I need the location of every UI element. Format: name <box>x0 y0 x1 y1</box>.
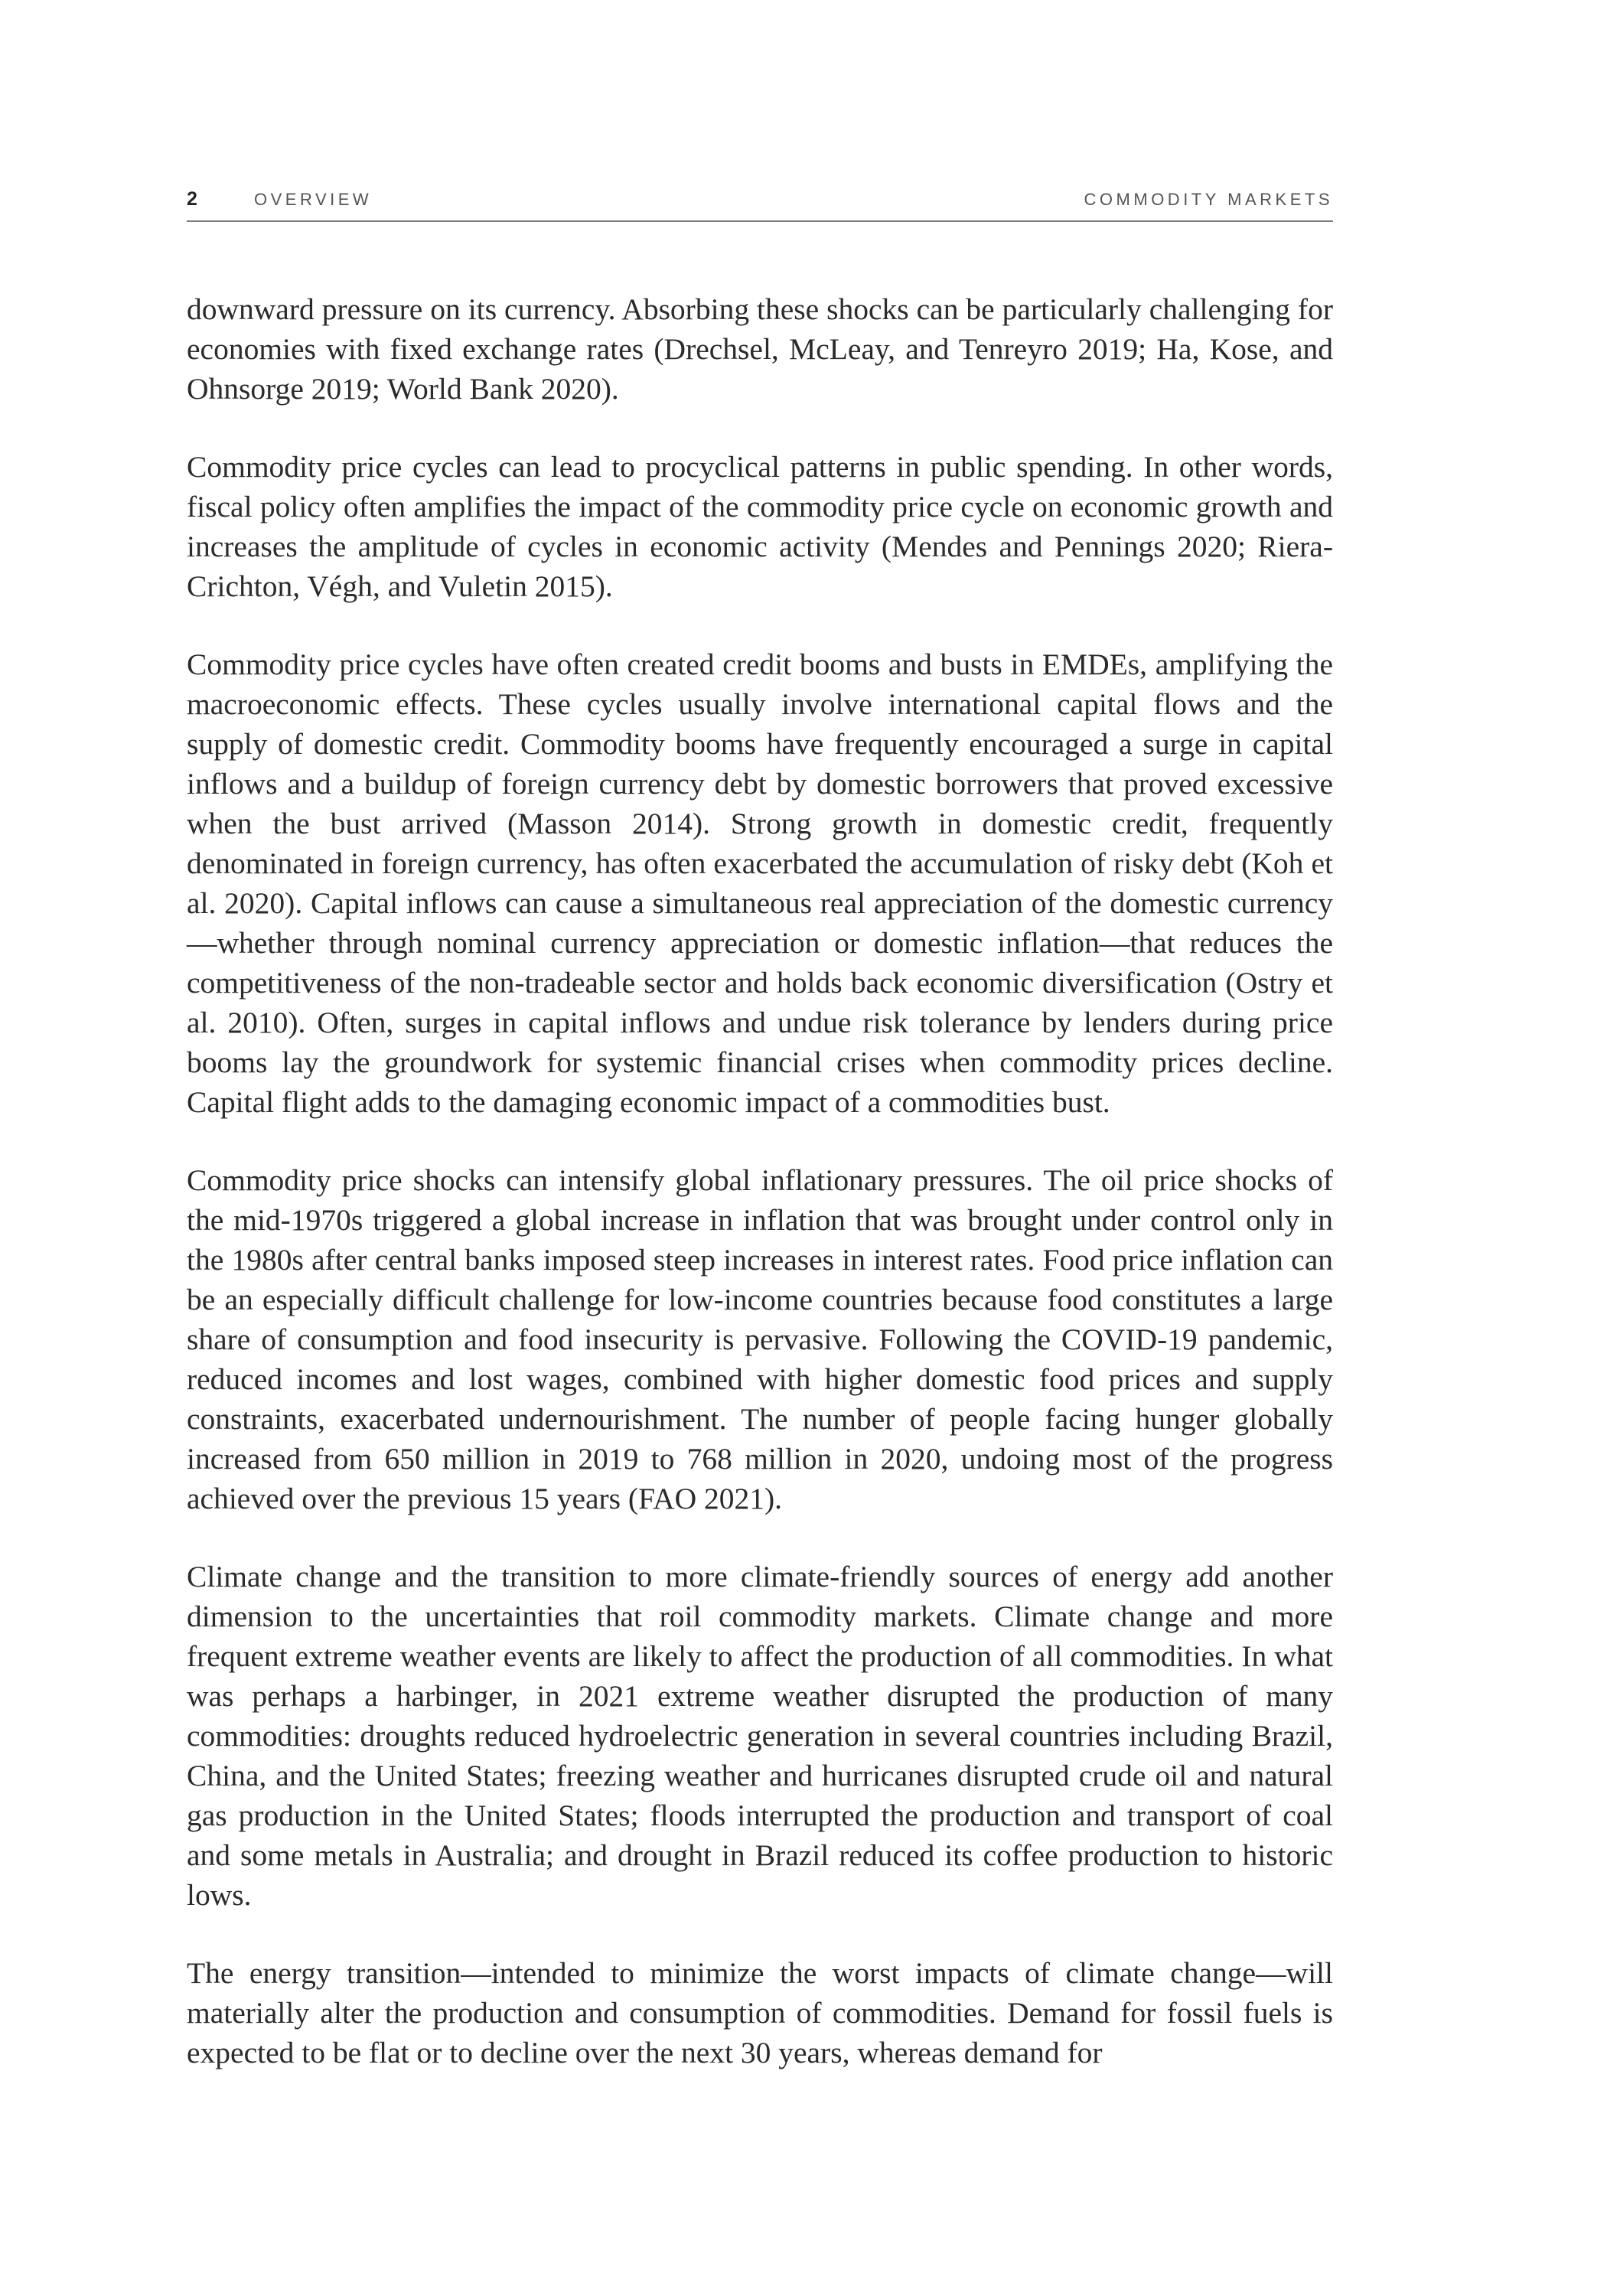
paragraph-energy-transition: The energy transition—intended to minimize the worst impacts of climate change—will materially alter the production and consumption of commodities. Demand for fossil fuels is expected to be flat or to decline over the next 30 years, whereas demand for <box>187 1956 1333 2069</box>
body-text <box>187 289 1333 2073</box>
paragraph-exchange-rates: downward pressure on its currency. Absorbing these shocks can be particularly challenging for economies with fixed exchange rates (Drechsel, McLeay, and Tenreyro 2019; Ha, Kose, and Ohnsorge 2019; World Bank 2020). <box>187 292 1333 406</box>
running-header <box>187 182 1333 222</box>
paragraph-credit-booms: Commodity price cycles have often created credit booms and busts in EMDEs, amplifying the macroeconomic effects. These cycles usually involve international capital flows and the supply of domestic credit. Commodity booms have frequently encouraged a surge in capital inflows and a buildup of foreign currency debt by domestic borrowers that proved excessive when the bust arrived (Masson 2014). Strong growth in domestic credit, frequently denominated in foreign currency, has often exacerbated the accumulation of risky debt (Koh et al. 2020). Capital inflows can cause a simultaneous real appreciation of the domestic currency—whether through nominal currency appreciation or domestic inflation—that reduces the competitiveness of the non-tradeable sector and holds back economic diversification (Ostry et al. 2010). Often, surges in capital inflows and undue risk tolerance by lenders during price booms lay the groundwork for systemic financial crises when commodity prices decline. Capital flight adds to the damaging economic impact of a commodities bust. <box>187 647 1333 1119</box>
paragraph-procyclical-spending: Commodity price cycles can lead to procyclical patterns in public spending. In other words, fiscal policy often amplifies the impact of the commodity price cycle on economic growth and increases the amplitude of cycles in economic activity (Mendes and Pennings 2020; Riera-Crichton, Végh, and Vuletin 2015). <box>187 450 1333 603</box>
page-number: 2 <box>187 188 197 210</box>
book-title: COMMODITY MARKETS <box>1084 190 1333 209</box>
section-label: OVERVIEW <box>254 190 373 209</box>
paragraph-inflation: Commodity price shocks can intensify global inflationary pressures. The oil price shocks of the mid-1970s triggered a global increase in inflation that was brought under control only in the 1980s after central banks imposed steep increases in interest rates. Food price inflation can be an especially difficult challenge for low-income countries because food constitutes a large share of consumption and food insecurity is pervasive. Following the COVID-19 pandemic, reduced incomes and lost wages, combined with higher domestic food prices and supply constraints, exacerbated undernourishment. The number of people facing hunger globally increased from 650 million in 2019 to 768 million in 2020, undoing most of the progress achieved over the previous 15 years (FAO 2021). <box>187 1163 1333 1515</box>
paragraph-climate-change: Climate change and the transition to more climate-friendly sources of energy add another dimension to the uncertainties that roil commodity markets. Climate change and more frequent extreme weather events are likely to affect the production of all commodities. In what was perhaps a harbinger, in 2021 extreme weather disrupted the production of many commodities: droughts reduced hydroelectric generation in several countries including Brazil, China, and the United States; freezing weather and hurricanes disrupted crude oil and natural gas production in the United States; floods interrupted the production and transport of coal and some metals in Australia; and drought in Brazil reduced its coffee production to historic lows. <box>187 1560 1333 1912</box>
